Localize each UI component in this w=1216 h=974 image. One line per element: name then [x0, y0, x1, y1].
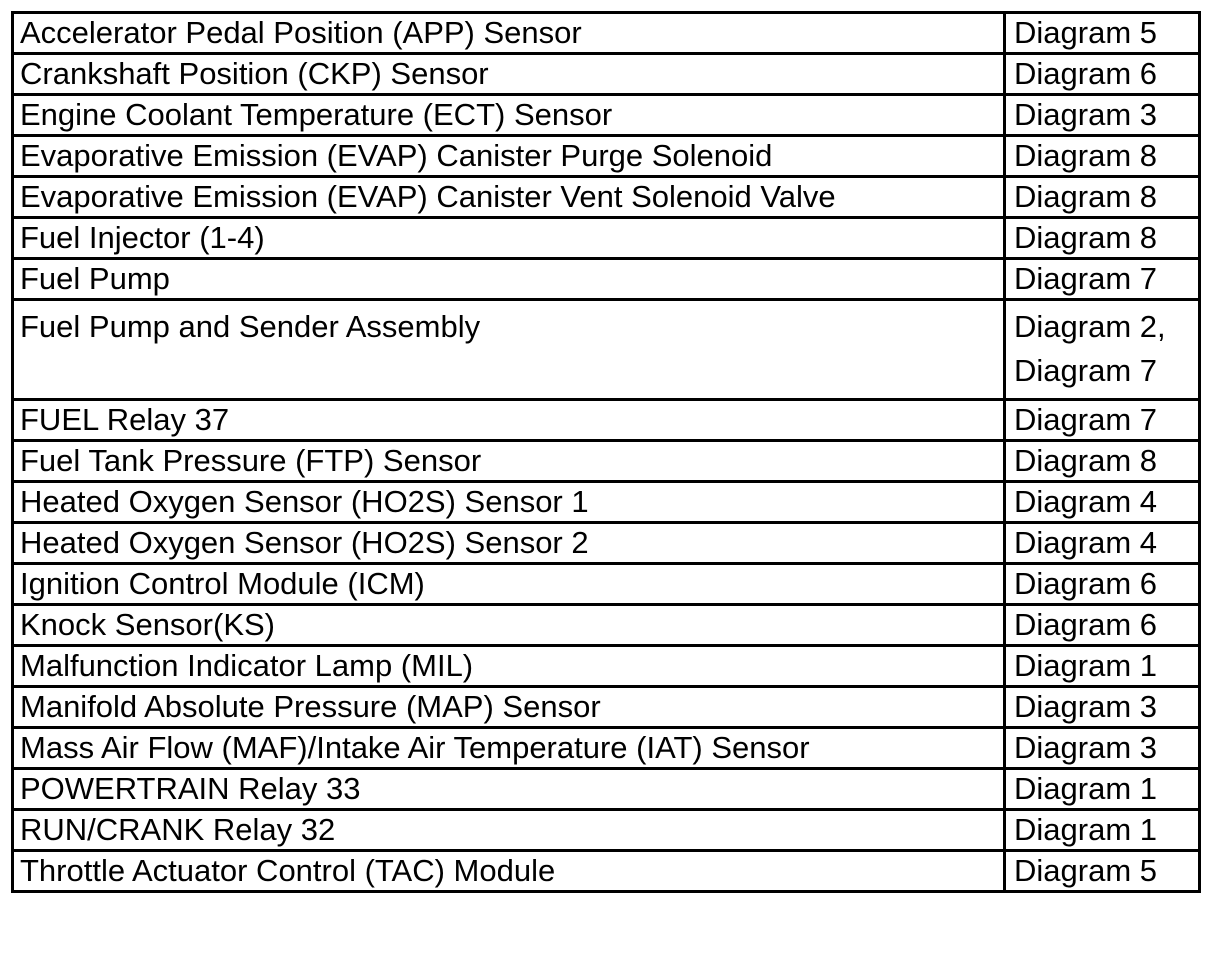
diagram-reference: Diagram 7: [1014, 261, 1157, 296]
component-name-cell: Malfunction Indicator Lamp (MIL): [13, 646, 1005, 687]
diagram-reference-cell: [1005, 177, 1200, 218]
table-row: [13, 482, 1200, 523]
diagram-reference-cell: [1005, 523, 1200, 564]
table-row: [13, 851, 1200, 892]
component-name-cell: Accelerator Pedal Position (APP) Sensor: [13, 13, 1005, 54]
diagram-reference-cell: [1005, 441, 1200, 482]
table-row: [13, 810, 1200, 851]
component-name-cell: Evaporative Emission (EVAP) Canister Purge Solenoid: [13, 136, 1005, 177]
component-name-cell: Fuel Pump and Sender Assembly: [13, 300, 1005, 400]
diagram-reference-cell: [1005, 13, 1200, 54]
diagram-reference: Diagram 3: [1014, 689, 1157, 724]
component-name-cell: Manifold Absolute Pressure (MAP) Sensor: [13, 687, 1005, 728]
diagram-reference-cell: [1005, 95, 1200, 136]
table-row: [13, 687, 1200, 728]
diagram-reference-cell: [1005, 728, 1200, 769]
diagram-reference-cell: [1005, 769, 1200, 810]
diagram-reference-cell: [1005, 605, 1200, 646]
table-row: [13, 523, 1200, 564]
component-name-cell: Fuel Injector (1-4): [13, 218, 1005, 259]
diagram-reference: Diagram 6: [1014, 566, 1157, 601]
table-body: [13, 13, 1200, 892]
diagram-reference-cell: [1005, 218, 1200, 259]
table-row: [13, 564, 1200, 605]
diagram-reference-cell: [1005, 400, 1200, 441]
diagram-reference: Diagram 8: [1014, 138, 1157, 173]
diagram-reference: Diagram 3: [1014, 97, 1157, 132]
table-row: [13, 259, 1200, 300]
table-row: [13, 646, 1200, 687]
component-name-cell: Heated Oxygen Sensor (HO2S) Sensor 2: [13, 523, 1005, 564]
component-name-cell: Evaporative Emission (EVAP) Canister Vent Solenoid Valve: [13, 177, 1005, 218]
diagram-reference-cell: [1005, 136, 1200, 177]
component-name-cell: Heated Oxygen Sensor (HO2S) Sensor 1: [13, 482, 1005, 523]
component-name-cell: Throttle Actuator Control (TAC) Module: [13, 851, 1005, 892]
diagram-reference: Diagram 1: [1014, 648, 1157, 683]
table-row: [13, 218, 1200, 259]
component-name-cell: Fuel Pump: [13, 259, 1005, 300]
diagram-reference-cell: [1005, 300, 1200, 400]
table-row: [13, 54, 1200, 95]
table-row: [13, 13, 1200, 54]
diagram-reference: Diagram 4: [1014, 484, 1157, 519]
diagram-reference: Diagram 7: [1014, 402, 1157, 437]
diagram-reference-cell: [1005, 687, 1200, 728]
table-row: [13, 400, 1200, 441]
component-diagram-table: [11, 11, 1201, 893]
table-row: [13, 728, 1200, 769]
diagram-reference: Diagram 3: [1014, 730, 1157, 765]
diagram-reference: Diagram 6: [1014, 56, 1157, 91]
diagram-reference-cell: [1005, 482, 1200, 523]
diagram-reference: Diagram 5: [1014, 15, 1157, 50]
component-name-cell: FUEL Relay 37: [13, 400, 1005, 441]
component-name-cell: Ignition Control Module (ICM): [13, 564, 1005, 605]
diagram-reference-cell: [1005, 54, 1200, 95]
diagram-reference: Diagram 5: [1014, 853, 1157, 888]
component-name-cell: Fuel Tank Pressure (FTP) Sensor: [13, 441, 1005, 482]
table-row: [13, 300, 1200, 400]
table-row: [13, 177, 1200, 218]
component-name-cell: Mass Air Flow (MAF)/Intake Air Temperature (IAT) Sensor: [13, 728, 1005, 769]
table-row: [13, 136, 1200, 177]
diagram-reference: Diagram 6: [1014, 607, 1157, 642]
diagram-reference-cell: [1005, 259, 1200, 300]
diagram-reference: Diagram 2,: [1014, 309, 1166, 344]
table-row: [13, 769, 1200, 810]
table-row: [13, 95, 1200, 136]
diagram-reference: Diagram 8: [1014, 220, 1157, 255]
diagram-reference-cell: [1005, 851, 1200, 892]
component-name-cell: Engine Coolant Temperature (ECT) Sensor: [13, 95, 1005, 136]
component-name-cell: RUN/CRANK Relay 32: [13, 810, 1005, 851]
diagram-reference: Diagram 1: [1014, 771, 1157, 806]
table-row: [13, 441, 1200, 482]
diagram-reference: Diagram 8: [1014, 443, 1157, 478]
diagram-reference-cell: [1005, 810, 1200, 851]
table-row: [13, 605, 1200, 646]
component-name-cell: Crankshaft Position (CKP) Sensor: [13, 54, 1005, 95]
diagram-reference-cell: [1005, 646, 1200, 687]
diagram-reference: Diagram 7: [1014, 353, 1157, 388]
diagram-reference-cell: [1005, 564, 1200, 605]
diagram-reference: Diagram 1: [1014, 812, 1157, 847]
component-name-cell: Knock Sensor(KS): [13, 605, 1005, 646]
component-name-cell: POWERTRAIN Relay 33: [13, 769, 1005, 810]
diagram-reference: Diagram 4: [1014, 525, 1157, 560]
diagram-reference: Diagram 8: [1014, 179, 1157, 214]
